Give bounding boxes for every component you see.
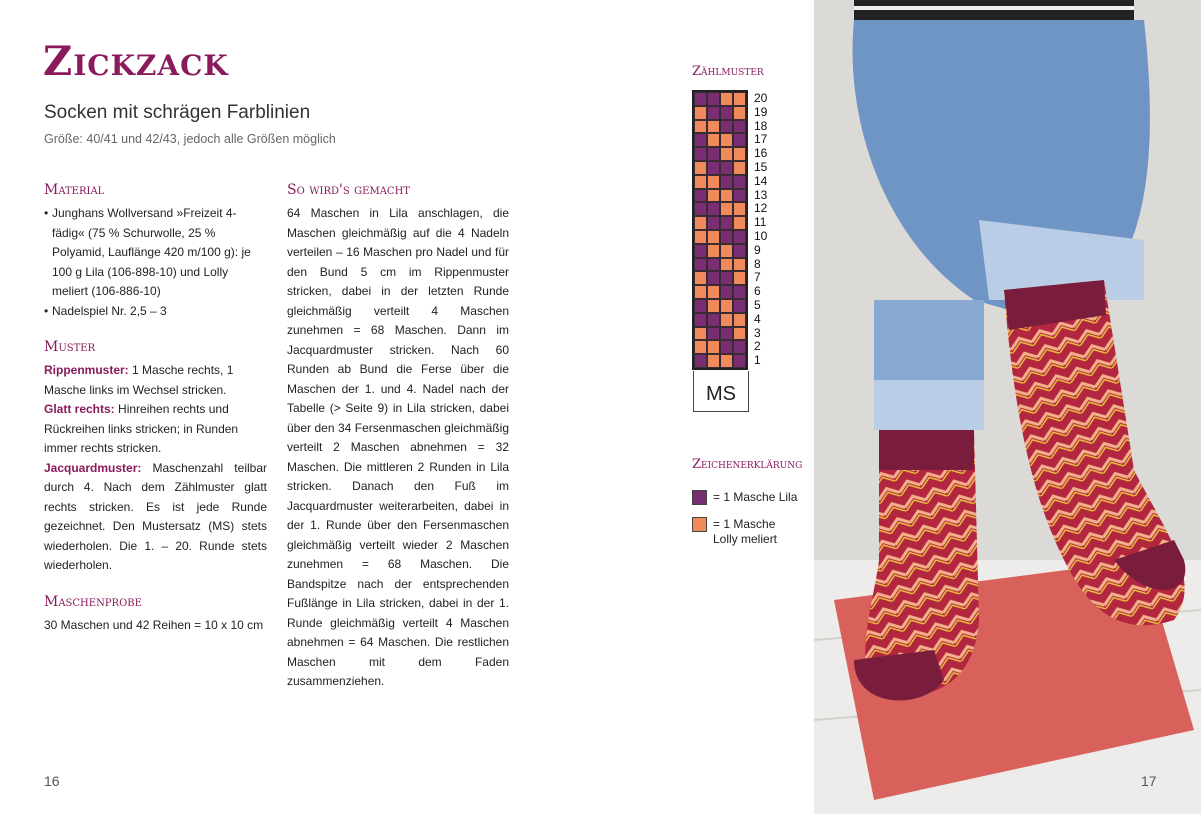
chart-cell — [707, 147, 720, 161]
chart-cell — [720, 147, 733, 161]
chart-row-number: 6 — [754, 284, 761, 299]
chart-cell — [694, 258, 707, 272]
chart-cell — [707, 271, 720, 285]
chart-cell — [707, 92, 720, 106]
chart-cell — [733, 230, 746, 244]
chart-cell — [707, 189, 720, 203]
chart-cell — [733, 327, 746, 341]
chart-cell — [733, 147, 746, 161]
chart-row-number: 2 — [754, 339, 761, 354]
chart-cell — [707, 120, 720, 134]
chart-cell — [707, 106, 720, 120]
instructions-text: 64 Maschen in Lila anschlagen, die Maschen gleichmäßig auf die 4 Nadeln verteilen – 16 Maschen pro Nadel und für den Bund 5 cm im Rippenmuster stricken, dabei in der letzten Runde gleichmäßig verteilt 4 Maschen zunehmen = 68 Maschen. Dann im Jacquardmuster stricken. Nach 60 Runden ab Bund die Ferse über die Maschen der 1. und 4. Nadel nach der Tabelle (> Seite 9) in Lila stricken, dabei über den 34 Fersenmaschen gleichmäßig verteilt 2 Maschen abnehmen = 32 Maschen. Die mittleren 2 Runden in Lila stricken. Danach den Fuß im Jacquardmuster weiterarbeiten, dabei in der 1. Runde über den Fersenmaschen gleichmäßig verteilt wieder 2 Maschen zunehmen = 68 Maschen. Die Bandspitze nach der entsprechenden Fußlänge in Lila stricken, dabei in der 1. Runde gleichmäßig verteilt 4 Maschen abnehmen = 64 Maschen. Die restlichen Maschen mit dem Faden zusammenziehen. — [287, 206, 509, 688]
chart-cell — [707, 313, 720, 327]
chart-row-number: 20 — [754, 91, 768, 105]
page-number-left: 16 — [44, 773, 60, 789]
chart-cell — [694, 147, 707, 161]
chart-row-number: 11 — [754, 215, 767, 230]
chart-cell — [694, 92, 707, 106]
lolly-swatch-icon — [692, 517, 707, 532]
chart-cell — [707, 216, 720, 230]
chart-cell — [707, 202, 720, 216]
chart-cell — [694, 271, 707, 285]
chart-cell — [720, 175, 733, 189]
chart-cell — [733, 202, 746, 216]
chart-cell — [720, 244, 733, 258]
size-info: Größe: 40/41 und 42/43, jedoch alle Größen möglich — [44, 132, 336, 146]
chart-cell — [733, 258, 746, 272]
chart-row-number: 19 — [754, 104, 768, 119]
maschenprobe-text: 30 Maschen und 42 Reihen = 10 x 10 cm — [44, 617, 264, 632]
chart-cell — [733, 92, 746, 106]
chart-row-number: 3 — [754, 325, 761, 340]
material-item: • Junghans Wollversand »Freizeit 4-fädig« (75 % Schurwolle, 25 % Polyamid, Lauflänge 420 m/100 g): je 100 g Lila (106-898-10) und Lolly meliert (106-886-10) — [44, 204, 267, 302]
chart-cell — [720, 271, 733, 285]
chart-row-number: 7 — [754, 270, 761, 285]
legend-label: = 1 Masche Lila — [713, 490, 798, 504]
chart-cell — [733, 120, 746, 134]
chart-cell — [694, 327, 707, 341]
chart-cell — [694, 354, 707, 368]
chart-cell — [733, 106, 746, 120]
chart-cell — [720, 327, 733, 341]
chart-cell — [733, 133, 746, 147]
legend-title: Zeichenerklärung — [692, 457, 803, 472]
chart-cell — [720, 216, 733, 230]
muster-entry — [44, 400, 267, 459]
chart-cell — [733, 340, 746, 354]
chart-row-numbers — [754, 92, 774, 368]
maschenprobe-heading: Maschenprobe — [44, 593, 142, 610]
chart-cell — [694, 189, 707, 203]
legend-label: = 1 Masche Lolly meliert — [713, 517, 778, 546]
chart-cell — [733, 285, 746, 299]
chart-cell — [694, 120, 707, 134]
chart-cell — [720, 285, 733, 299]
chart-cell — [694, 106, 707, 120]
chart-cell — [733, 189, 746, 203]
page-title: Zickzack — [43, 38, 229, 85]
chart-cell — [720, 313, 733, 327]
repeat-label: MS — [693, 371, 749, 412]
chart-cell — [720, 189, 733, 203]
muster-entry — [44, 459, 267, 576]
chart-cell — [694, 313, 707, 327]
chart-cell — [694, 175, 707, 189]
chart-cell — [720, 92, 733, 106]
chart-row-number: 12 — [754, 201, 768, 216]
chart-cell — [694, 202, 707, 216]
chart-row-number: 14 — [754, 173, 768, 188]
right-column — [287, 180, 509, 692]
legend-item-lila — [692, 490, 797, 507]
material-list — [44, 204, 267, 321]
chart-cell — [694, 161, 707, 175]
instructions-heading: So wird's gemacht — [287, 182, 410, 198]
chart-cell — [720, 258, 733, 272]
chart-cell — [694, 285, 707, 299]
page-number-right: 17 — [1141, 773, 1157, 789]
chart-cell — [733, 161, 746, 175]
lila-swatch-icon — [692, 490, 707, 505]
muster-term: Rippenmuster: — [44, 363, 129, 377]
chart-row-number: 1 — [754, 353, 761, 368]
chart-cell — [720, 230, 733, 244]
muster-text: Maschenzahl teilbar durch 4. Nach dem Zählmuster glatt rechts stricken. Es ist jede Runde gezeichnet. Den Mustersatz (MS) stets wiederholen. Die 1. – 20. Runde stets wiederholen. — [44, 460, 267, 572]
muster-text: Hinreihen rechts und Rückreihen links stricken; in Runden immer rechts stricken. — [44, 402, 239, 455]
chart-row-number: 5 — [754, 297, 761, 312]
muster-entry — [44, 361, 267, 400]
chart-cell — [707, 285, 720, 299]
legend-item-lolly — [692, 517, 793, 547]
chart-row-number: 8 — [754, 256, 761, 271]
chart-cell — [707, 230, 720, 244]
chart-cell — [733, 175, 746, 189]
chart-cell — [707, 299, 720, 313]
chart-cell — [720, 161, 733, 175]
chart-cell — [694, 244, 707, 258]
chart-cell — [707, 340, 720, 354]
chart-cell — [707, 327, 720, 341]
chart-cell — [707, 133, 720, 147]
chart-cell — [733, 299, 746, 313]
chart-cell — [733, 313, 746, 327]
chart-cell — [720, 133, 733, 147]
chart-cell — [707, 354, 720, 368]
chart-cell — [733, 271, 746, 285]
chart-cell — [694, 230, 707, 244]
chart-row-number: 10 — [754, 228, 768, 243]
chart-cell — [694, 133, 707, 147]
chart-row-number: 16 — [754, 146, 768, 161]
chart-cell — [707, 244, 720, 258]
chart-cell — [720, 202, 733, 216]
muster-term: Glatt rechts: — [44, 402, 115, 416]
muster-term: Jacquardmuster: — [44, 460, 142, 475]
socks-photo — [814, 0, 1201, 814]
chart-cell — [720, 120, 733, 134]
chart-title: Zählmuster — [692, 64, 764, 79]
chart-cell — [720, 340, 733, 354]
chart-cell — [707, 161, 720, 175]
chart-row-number: 9 — [754, 242, 761, 257]
chart-cell — [733, 354, 746, 368]
chart-cell — [694, 299, 707, 313]
muster-heading: Muster — [44, 339, 96, 355]
chart-cell — [707, 175, 720, 189]
chart-cell — [733, 244, 746, 258]
subtitle: Socken mit schrägen Farblinien — [44, 102, 311, 123]
chart-row-number: 13 — [754, 187, 768, 202]
knitted-socks-photo-icon — [814, 0, 1201, 814]
chart-cell — [707, 258, 720, 272]
chart-row-number: 17 — [754, 132, 768, 147]
chart-row-number: 4 — [754, 311, 761, 326]
material-item: • Nadelspiel Nr. 2,5 – 3 — [44, 302, 267, 322]
muster-text: 1 Masche rechts, 1 Masche links im Wechsel stricken. — [44, 363, 234, 397]
material-heading: Material — [44, 182, 105, 198]
chart-cell — [694, 216, 707, 230]
chart-row-number: 18 — [754, 118, 768, 133]
knitting-chart-grid — [692, 90, 748, 370]
chart-cell — [720, 354, 733, 368]
chart-cell — [694, 340, 707, 354]
chart-cell — [720, 299, 733, 313]
chart-row-number: 15 — [754, 159, 768, 174]
chart-cell — [720, 106, 733, 120]
chart-cell — [733, 216, 746, 230]
left-column — [44, 180, 267, 635]
